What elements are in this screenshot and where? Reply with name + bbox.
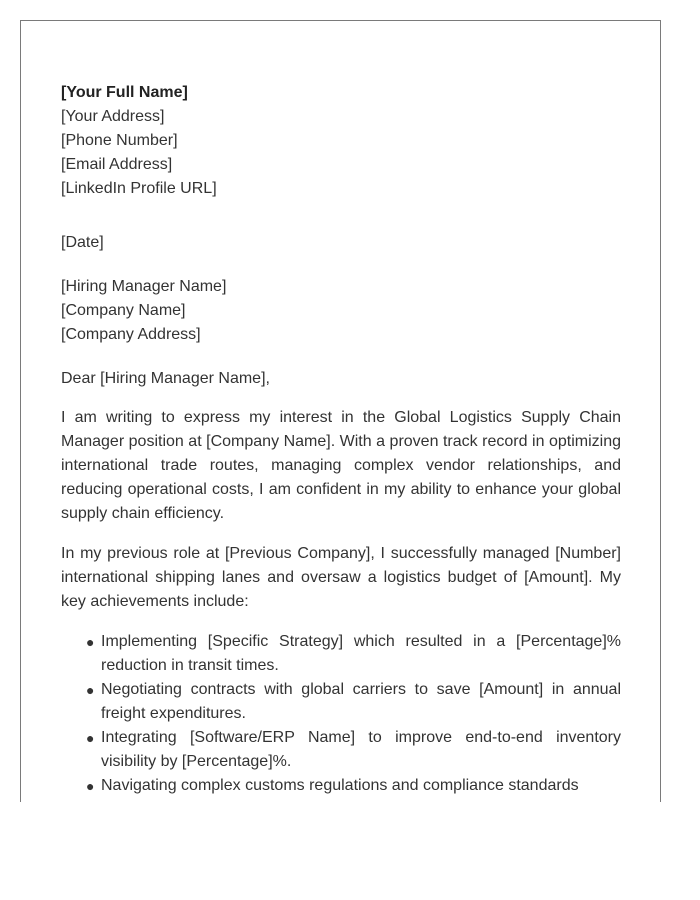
body-paragraph: I am writing to express my interest in the Global Logistics Supply Chain Manager position at [Company Name]. With a proven track record in optimizing international trade routes, managing complex vendor relationships, and reducing operational costs, I am confident in my ability to enhance your global supply chain efficiency. <box>61 409 621 522</box>
letter-content <box>61 81 621 798</box>
sender-linkedin: [LinkedIn Profile URL] <box>61 180 217 197</box>
letter-date: [Date] <box>61 234 104 251</box>
list-item-text: Negotiating contracts with global carriers to save [Amount] in annual freight expenditures. <box>101 681 621 722</box>
sender-address: [Your Address] <box>61 108 165 125</box>
sender-email: [Email Address] <box>61 156 173 173</box>
list-item <box>86 630 621 678</box>
bullet-icon: ● <box>86 730 95 746</box>
list-item-text: Implementing [Specific Strategy] which resulted in a [Percentage]% reduction in transit times. <box>101 633 621 674</box>
list-item <box>86 726 621 774</box>
list-item-text: Integrating [Software/ERP Name] to improve end-to-end inventory visibility by [Percentage]%. <box>101 729 621 770</box>
date-block <box>61 231 621 255</box>
recipient-manager: [Hiring Manager Name] <box>61 278 227 295</box>
bullet-icon: ● <box>86 778 95 794</box>
sender-block <box>61 81 621 201</box>
body-paragraph: In my previous role at [Previous Company], I successfully managed [Number] international shipping lanes and oversaw a logistics budget of [Amount]. My key achievements include: <box>61 545 621 610</box>
letter-page <box>20 20 661 802</box>
list-item-text: Navigating complex customs regulations and compliance standards <box>101 777 579 794</box>
achievements-list <box>61 630 621 798</box>
sender-name: [Your Full Name] <box>61 84 188 101</box>
recipient-company: [Company Name] <box>61 302 186 319</box>
recipient-block <box>61 275 621 347</box>
list-item <box>86 774 621 798</box>
sender-phone: [Phone Number] <box>61 132 178 149</box>
recipient-address: [Company Address] <box>61 326 201 343</box>
bullet-icon: ● <box>86 682 95 698</box>
bullet-icon: ● <box>86 634 95 650</box>
list-item <box>86 678 621 726</box>
salutation: Dear [Hiring Manager Name], <box>61 370 270 387</box>
